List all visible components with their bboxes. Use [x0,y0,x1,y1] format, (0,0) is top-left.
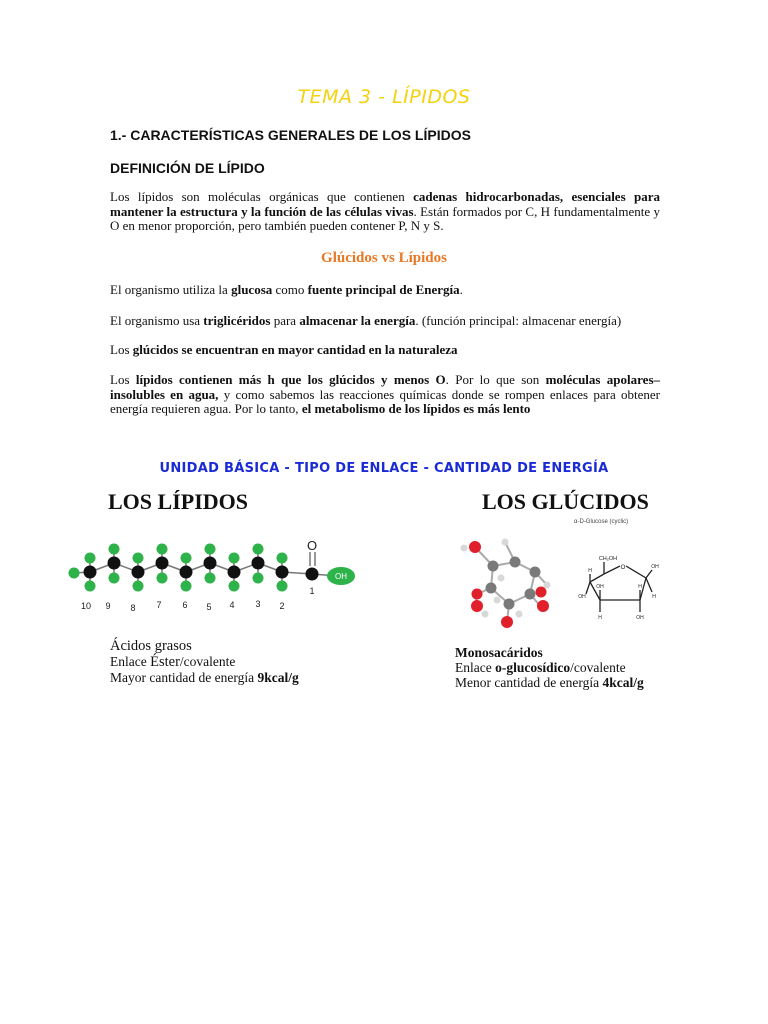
glucidos-unit: Monosacáridos [455,645,543,660]
hydrogen-atom [133,581,144,592]
hydrogen-ball [494,597,501,604]
lipidos-paragraph: Los lípidos contienen más h que los glúcidos y menos O. Por lo que son moléculas apolares–insolubles en agua, y como sabemos las reacciones químicas donde se rompen enlaces para obtener energía requieren agua. Por lo tanto, el metabolismo de los lípidos es más lento [110,372,661,416]
carbon-atom [180,566,193,579]
hydrogen-atom [205,573,216,584]
lipidos-bond: Enlace Éster/covalente [110,654,236,670]
hydrogen-ball [502,539,509,546]
naturaleza-paragraph: Los glúcidos se encuentran en mayor cantidad en la naturaleza [110,342,458,357]
hydrogen-atom [109,544,120,555]
glucidos-caption [455,645,644,690]
glucosa-paragraph: El organismo utiliza la glucosa como fuente principal de Energía. [110,282,463,297]
hydrogen-atom [253,544,264,555]
oh-label: OH [596,584,604,590]
ch2oh-label: CH₂OH [598,556,618,562]
trigliceridos-paragraph: El organismo usa triglicéridos para almacenar la energía. (función principal: almacenar energía) [110,313,622,328]
carbon-number-7: 7 [156,600,162,610]
oh-label: OH [578,594,586,600]
h-label: H [588,568,592,574]
h-label: H [652,594,656,600]
carbon-number-3: 3 [255,599,261,609]
hydrogen-atom [205,544,216,555]
hydrogen-atom [133,553,144,564]
hydrogen-ball [461,545,468,552]
carbon-number-9: 9 [105,601,111,611]
section-heading: 1.- CARACTERÍSTICAS GENERALES DE LOS LÍPIDOS [110,127,471,143]
hydrogen-atom [253,573,264,584]
fatty-acid-diagram [62,536,362,616]
carbon-ball [504,599,515,610]
carbon-ball [488,561,499,572]
definition-heading: DEFINICIÓN DE LÍPIDO [110,160,265,176]
lipidos-unit: Ácidos grasos [110,638,192,654]
hydrogen-ball [482,611,489,618]
hydrogen-atom [109,573,120,584]
ring-oxygen-label: O [620,565,626,571]
hydrogen-atom [181,553,192,564]
glucose-haworth-diagram [568,514,668,634]
carbon-number-4: 4 [229,600,235,610]
hydrogen-ball [498,575,505,582]
carbon-atom [156,557,169,570]
hydrogen-atom [181,581,192,592]
h-label: H [638,584,642,590]
hydrogen-atom [69,568,80,579]
unidad-heading: UNIDAD BÁSICA - TIPO DE ENLACE - CANTIDAD DE ENERGÍA [159,461,609,476]
oh-label: OH [335,572,347,581]
glucidos-bond: Enlace o-glucosídico/covalente [455,660,626,675]
oxygen-label: O [306,538,318,553]
carbon-number-1: 1 [309,586,315,596]
oxygen-ball [472,589,483,600]
carbon-atom [204,557,217,570]
h-label: H [598,615,602,621]
carbon-ball [510,557,521,568]
oh-label: OH [636,615,644,621]
lipidos-caption [110,639,299,685]
carbon-atom [108,557,121,570]
hydrogen-atom [229,581,240,592]
oh-label: OH [651,564,659,570]
glucidos-heading: LOS GLÚCIDOS [482,489,649,514]
hydrogen-ball [544,582,551,589]
lipidos-energy: Mayor cantidad de energía 9kcal/g [110,670,299,685]
oxygen-ball [471,600,483,612]
hydrogen-atom [157,573,168,584]
carbon-atom [228,566,241,579]
hydrogen-atom [277,553,288,564]
hydrogen-atom [157,544,168,555]
carbon-number-10: 10 [80,601,92,611]
carbon-number-5: 5 [206,602,212,612]
carbon-atom [306,568,319,581]
carbon-atom [84,566,97,579]
comparison-heading: Glúcidos vs Lípidos [321,250,447,266]
hydrogen-ball [516,611,523,618]
oxygen-ball [536,587,547,598]
carbon-atom [252,557,265,570]
carbon-ball [525,589,536,600]
page-title: TEMA 3 - LÍPIDOS [297,86,471,108]
oxygen-ball [501,616,513,628]
hydrogen-atom [85,553,96,564]
carbon-atom [132,566,145,579]
glucose-3d-model [455,530,565,640]
oxygen-ball [537,600,549,612]
carbon-atom [276,566,289,579]
hydrogen-atom [229,553,240,564]
carbon-number-8: 8 [130,603,136,613]
hydrogen-atom [85,581,96,592]
carbon-number-6: 6 [182,600,188,610]
lipidos-heading: LOS LÍPIDOS [108,489,248,514]
glucidos-energy: Menor cantidad de energía 4kcal/g [455,675,644,690]
oxygen-ball [469,541,481,553]
haworth-caption: α-D-Glucose (cyclic) [574,519,629,525]
carbon-number-2: 2 [279,601,285,611]
definition-paragraph: Los lípidos son moléculas orgánicas que contienen cadenas hidrocarbonadas, esenciales para mantener la estructura y la función de las células vivas. Están formados por C, H fundamentalmente y O en menor proporción, pero también pueden contener P, N y S. [110,189,660,233]
hydrogen-atom [277,581,288,592]
carbon-ball [486,583,497,594]
carbon-ball [530,567,541,578]
